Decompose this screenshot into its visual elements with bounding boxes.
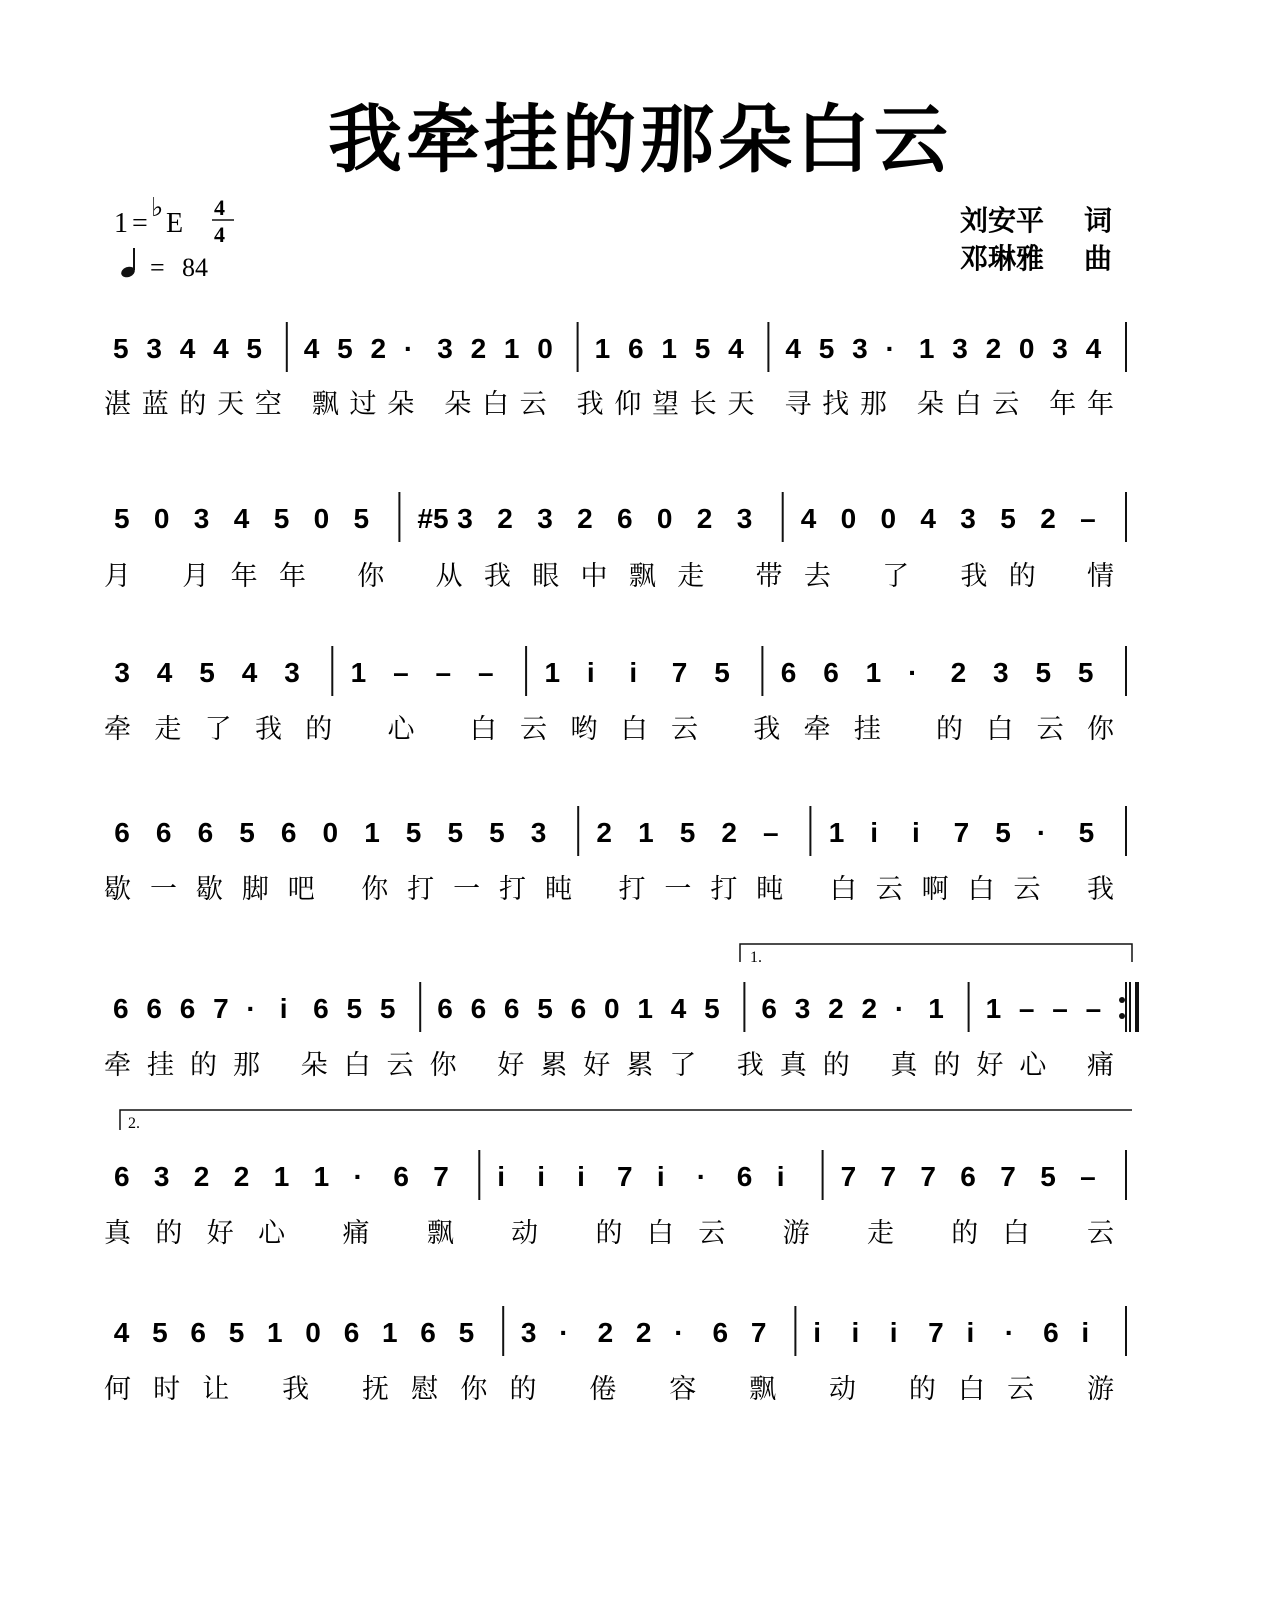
lyric-line: 湛蓝的天空 飘过朵 朵白云 我仰望长天 寻找那 朵白云 年年: [104, 389, 1120, 420]
note: 2: [635, 1317, 652, 1348]
note: 6: [393, 1161, 409, 1192]
key-one: 1: [114, 208, 128, 239]
note: 4: [233, 503, 250, 534]
note: 1: [638, 817, 654, 848]
note: i: [966, 1317, 975, 1348]
note: ·: [559, 1317, 569, 1348]
note: 2: [370, 333, 387, 364]
score-line: [104, 1306, 1126, 1405]
note: 3: [437, 333, 453, 364]
note: 5: [246, 333, 262, 364]
note: 6: [114, 817, 130, 848]
note: 6: [503, 993, 520, 1024]
score-line: [104, 982, 1126, 1081]
lyric-line: 牵走了我的 心 白云哟白云 我牵挂 的白云你: [104, 714, 1120, 745]
note: 5: [273, 503, 290, 534]
note: ·: [894, 993, 905, 1024]
note: 3: [530, 817, 547, 848]
note: 3: [794, 993, 811, 1024]
note: 2: [497, 503, 513, 534]
repeat-end-barline: [1119, 982, 1137, 1032]
note: ·: [1036, 817, 1047, 848]
note: –: [1080, 1161, 1096, 1192]
note: i: [537, 1161, 545, 1192]
note: 7: [953, 817, 970, 848]
note: 1: [661, 333, 677, 364]
note: 1: [313, 1161, 330, 1192]
note: 0: [322, 817, 339, 848]
note: i: [851, 1317, 860, 1348]
lyric-line: 何时让 我 抚慰你的 倦 容 飘 动 的白云 游: [104, 1374, 1120, 1405]
note: 3: [114, 657, 130, 688]
note: 3: [1052, 333, 1068, 364]
note: 3: [993, 657, 1009, 688]
time-numerator: 4: [214, 195, 225, 220]
tempo-value: 84: [182, 253, 208, 282]
note: ·: [403, 333, 414, 364]
note: 2: [597, 1317, 614, 1348]
lyric-line: 歇一歇脚吧 你打一打盹 打一打盹 白云啊白云 我: [104, 874, 1120, 905]
note: ·: [908, 657, 918, 688]
note: 4: [303, 333, 320, 364]
note: 3: [952, 333, 968, 364]
note: 6: [280, 817, 297, 848]
note: 5: [114, 503, 130, 534]
note: 6: [736, 1161, 753, 1192]
note: 0: [604, 993, 620, 1024]
note: 6: [179, 993, 196, 1024]
note: 3: [960, 503, 976, 534]
note: 6: [437, 993, 453, 1024]
note: 0: [313, 503, 330, 534]
note: ·: [246, 993, 256, 1024]
note: 1: [918, 333, 935, 364]
note: i: [629, 657, 638, 688]
note: –: [393, 657, 409, 688]
note: 6: [761, 993, 777, 1024]
note: 3: [736, 503, 753, 534]
note: 5: [346, 993, 363, 1024]
lyric-line: 月 月年年 你 从我眼中飘走 带去 了 我的 情: [104, 561, 1120, 592]
note: 5: [353, 503, 370, 534]
tempo-equals: =: [150, 253, 165, 282]
note: 6: [570, 993, 587, 1024]
note: 3: [153, 1161, 170, 1192]
note: 2: [577, 503, 593, 534]
note: 7: [880, 1161, 897, 1192]
note: 3: [520, 1317, 537, 1348]
note: 3: [284, 657, 300, 688]
note: 5: [113, 333, 129, 364]
note: 6: [190, 1317, 206, 1348]
score-line: [104, 806, 1126, 905]
note: 1: [267, 1317, 283, 1348]
note: 5: [1035, 657, 1052, 688]
note: 6: [823, 657, 839, 688]
score-lines: [104, 322, 1137, 1405]
note: –: [1085, 993, 1102, 1024]
note: –: [1018, 993, 1035, 1024]
note: 2: [596, 817, 612, 848]
note: 7: [433, 1161, 449, 1192]
note: 4: [670, 993, 687, 1024]
note: 6: [960, 1161, 976, 1192]
note: 1: [637, 993, 653, 1024]
note: i: [870, 817, 879, 848]
note: –: [1080, 503, 1096, 534]
note: 5: [1078, 817, 1095, 848]
note: –: [478, 657, 494, 688]
note: 2: [696, 503, 713, 534]
score-line: [104, 492, 1126, 592]
note: i: [813, 1317, 821, 1348]
note: 3: [193, 503, 210, 534]
note: 2: [950, 657, 967, 688]
note: 4: [728, 333, 744, 364]
note: 0: [656, 503, 673, 534]
note: –: [1052, 993, 1068, 1024]
note: 0: [537, 333, 553, 364]
note: 7: [840, 1161, 857, 1192]
note: 5: [714, 657, 730, 688]
note: i: [656, 1161, 665, 1192]
note: ·: [1004, 1317, 1015, 1348]
note: 6: [146, 993, 162, 1024]
note: 6: [628, 333, 644, 364]
note: 1: [865, 657, 882, 688]
note: 5: [489, 817, 505, 848]
key-signature: [114, 193, 234, 247]
score-line: [104, 646, 1126, 745]
note: 1: [503, 333, 520, 364]
note: i: [1081, 1317, 1090, 1348]
note: 0: [305, 1317, 321, 1348]
note: i: [776, 1161, 785, 1192]
note: 5: [1000, 503, 1016, 534]
key-flat: ♭: [151, 193, 164, 222]
note: 7: [750, 1317, 767, 1348]
note: –: [763, 817, 779, 848]
note: 0: [880, 503, 897, 534]
note: 2: [1040, 503, 1056, 534]
note: 5: [694, 333, 711, 364]
note: i: [577, 1161, 585, 1192]
note: 7: [1000, 1161, 1016, 1192]
note: 5: [405, 817, 422, 848]
note: 6: [197, 817, 214, 848]
note: 5: [995, 817, 1011, 848]
note: 7: [928, 1317, 944, 1348]
note: 2: [233, 1161, 250, 1192]
volta-first-label: 1.: [750, 949, 762, 966]
key-equals: =: [132, 208, 148, 239]
composer-name: 邓琳雅: [960, 242, 1045, 275]
note: 5: [704, 993, 720, 1024]
note: 5: [458, 1317, 475, 1348]
song-title: 我牵挂的那朵白云: [328, 97, 952, 183]
note: i: [586, 657, 595, 688]
note: 5: [337, 333, 353, 364]
note: ·: [674, 1317, 684, 1348]
note: i: [912, 817, 920, 848]
note: 5: [1077, 657, 1094, 688]
note: 5: [679, 817, 696, 848]
note: 6: [617, 503, 633, 534]
lyricist-role: 词: [1084, 204, 1113, 237]
note: 4: [1085, 333, 1102, 364]
tempo-marking: [120, 248, 208, 282]
note: 1: [382, 1317, 398, 1348]
note: 4: [800, 503, 817, 534]
note: 2: [985, 333, 1002, 364]
note: 0: [153, 503, 170, 534]
note: 1: [928, 993, 944, 1024]
lyric-line: 牵挂的那 朵白云你 好累好累了 我真的 真的好心 痛: [104, 1050, 1120, 1081]
note: 1: [350, 657, 367, 688]
note: 5: [537, 993, 553, 1024]
note: 5: [447, 817, 464, 848]
note: 0: [840, 503, 857, 534]
note: 6: [343, 1317, 360, 1348]
lyric-line: 真的好心 痛 飘 动 的白云 游 走 的白 云: [104, 1218, 1120, 1249]
note: 6: [113, 993, 129, 1024]
note: 2: [721, 817, 737, 848]
note: 1: [544, 657, 561, 688]
note: 6: [313, 993, 329, 1024]
note: 2: [828, 993, 844, 1024]
note: ·: [353, 1161, 363, 1192]
note: 4: [113, 1317, 130, 1348]
note: 6: [712, 1317, 729, 1348]
note: 4: [156, 657, 173, 688]
note: i: [497, 1161, 505, 1192]
note: 3: [537, 503, 553, 534]
note: ·: [885, 333, 895, 364]
note: 4: [213, 333, 229, 364]
note: 4: [179, 333, 196, 364]
score-line: [104, 1150, 1126, 1249]
note: 0: [1018, 333, 1035, 364]
note: 3: [457, 503, 473, 534]
note: 1: [594, 333, 611, 364]
note: 6: [1043, 1317, 1059, 1348]
note: 1: [985, 993, 1002, 1024]
volta-second: [120, 1110, 1132, 1132]
note: 6: [780, 657, 797, 688]
note: 6: [114, 1161, 130, 1192]
note: 5: [818, 333, 835, 364]
note: –: [435, 657, 452, 688]
note: 7: [617, 1161, 633, 1192]
note: 3: [852, 333, 868, 364]
note: 7: [671, 657, 688, 688]
note: 6: [420, 1317, 436, 1348]
note: 2: [470, 333, 487, 364]
note: 5: [228, 1317, 245, 1348]
note: 6: [155, 817, 172, 848]
note: 4: [241, 657, 258, 688]
credits: [960, 204, 1112, 275]
note: 7: [213, 993, 229, 1024]
note: 4: [920, 503, 936, 534]
note: 7: [920, 1161, 936, 1192]
note: 1: [828, 817, 845, 848]
note: 6: [470, 993, 487, 1024]
note: i: [889, 1317, 898, 1348]
note: #5: [417, 503, 449, 534]
score-line: [104, 322, 1126, 420]
note: 5: [152, 1317, 168, 1348]
key-letter: E: [166, 208, 184, 239]
note: 5: [199, 657, 215, 688]
note: 2: [193, 1161, 210, 1192]
time-denominator: 4: [214, 222, 225, 247]
note: 1: [364, 817, 380, 848]
note: 1: [273, 1161, 290, 1192]
note: 3: [146, 333, 162, 364]
note: ·: [696, 1161, 707, 1192]
note: 5: [379, 993, 396, 1024]
composer-role: 曲: [1084, 242, 1113, 275]
note: 4: [785, 333, 801, 364]
lyricist-name: 刘安平: [960, 204, 1045, 237]
volta-second-label: 2.: [128, 1115, 140, 1132]
note: 2: [861, 993, 878, 1024]
volta-first: [740, 944, 1132, 966]
note: 5: [239, 817, 255, 848]
note: 5: [1040, 1161, 1056, 1192]
note: i: [279, 993, 288, 1024]
